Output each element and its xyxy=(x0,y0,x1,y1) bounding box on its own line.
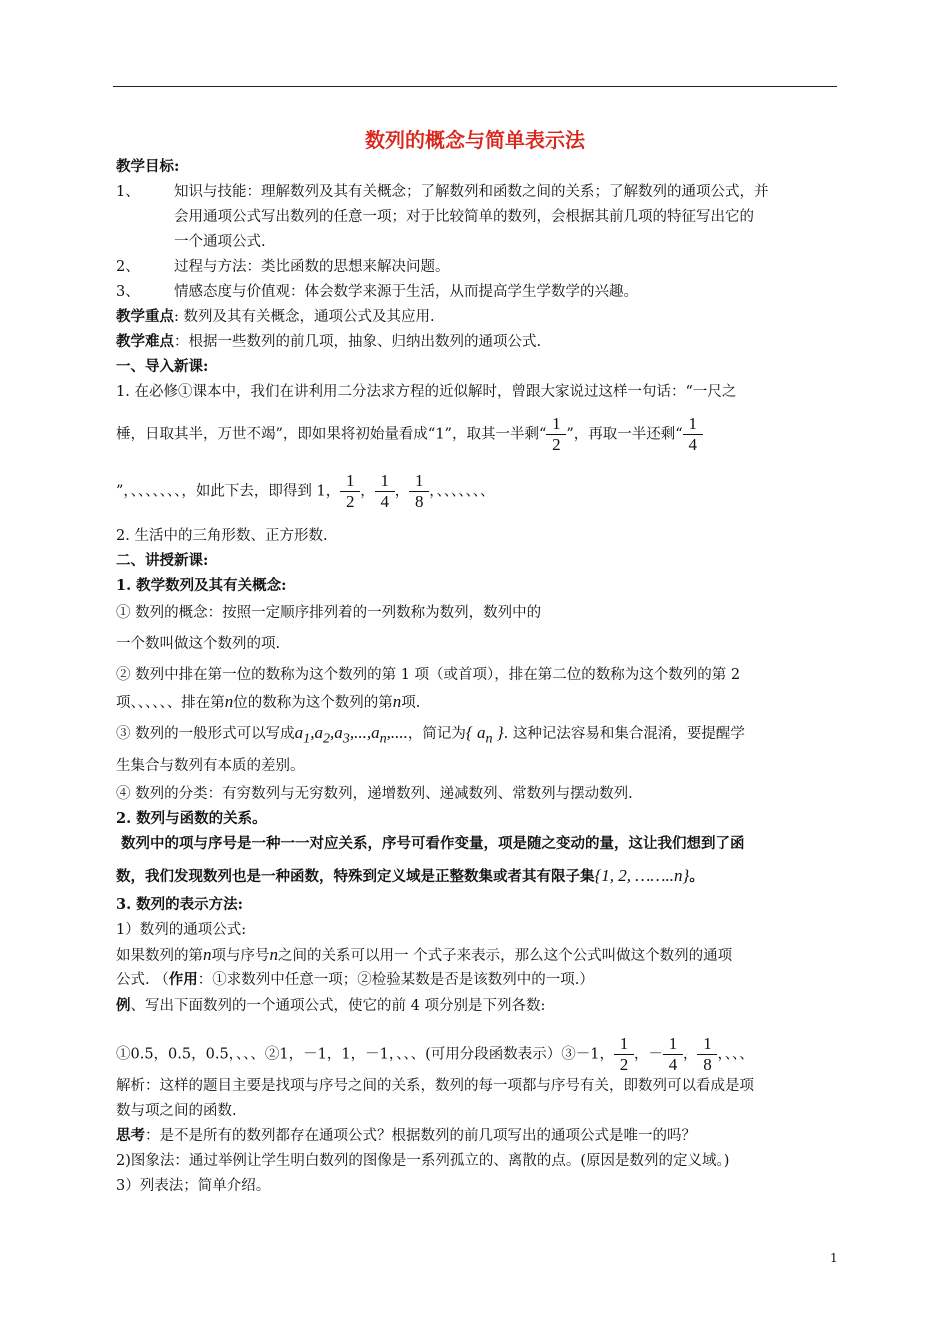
solution-line-1: 解析：这样的题目主要是找项与序号之间的关系，数列的每一项都与序号有关，即数列可以看成是项 xyxy=(116,1078,754,1094)
goal-num-3: 3、 xyxy=(116,284,140,300)
difficult-points xyxy=(116,332,541,352)
concept-3-text-3: . 这种记法容易和集合混淆，要提醒学 xyxy=(503,726,745,742)
think-text: ：是不是所有的数列都存在通项公式？根据数列的前几项写出的通项公式是唯一的吗？ xyxy=(145,1128,696,1144)
concept-4: ④ 数列的分类：有穷数列与无穷数列，递增数列、递减数列、常数列与摆动数列. xyxy=(116,786,633,802)
intro-1-line-2 xyxy=(116,414,703,455)
method-1-role-label: 作用 xyxy=(168,971,198,988)
concept-3-text-2: ，简记为 xyxy=(407,726,466,742)
goals-heading: 教学目标: xyxy=(116,158,180,175)
fraction-eighth: $\frac{1}{8}$ xyxy=(411,471,427,512)
section-2-heading: 二、讲授新课: xyxy=(116,552,209,569)
goal-1-line-1: 知识与技能：理解数列及其有关概念；了解数列和函数之间的关系；了解数列的通项公式，并 xyxy=(174,184,769,200)
goal-num-1: 1、 xyxy=(116,184,140,200)
subsection-2-heading: 2. 数列与函数的关系。 xyxy=(116,810,267,827)
fraction-half: $\frac{1}{2}$ xyxy=(548,414,564,455)
method-1-line-1 xyxy=(116,945,732,966)
page-title: 数列的概念与简单表示法 xyxy=(365,128,585,152)
intro-1-text-b: 棰，日取其半，万世不竭”，即如果将初始量看成“1”，取其一半剩“ xyxy=(116,426,547,443)
fraction-ex-eighth: $\frac{1}{8}$ xyxy=(699,1034,715,1075)
var-n-1: n xyxy=(224,692,234,711)
goal-num-2: 2、 xyxy=(116,259,140,275)
relation-text: 数，我们发现数列也是一种函数，特殊到定义域是正整数集或者其有限子集 xyxy=(116,868,595,885)
diff-label: 教学难点 xyxy=(116,333,174,350)
method-1-text-4: 公式. （ xyxy=(116,972,169,988)
fraction-ex-half: $\frac{1}{2}$ xyxy=(616,1034,632,1075)
sequence-notation: { $a_n$ } xyxy=(465,723,504,747)
relation-line-1: 数列中的项与序号是一种一一对应关系，序号可看作变量，项是随之变动的量，这让我们想到了函 xyxy=(121,835,745,852)
key-label: 教学重点 xyxy=(116,308,174,325)
fraction-quarter: $\frac{1}{4}$ xyxy=(685,414,701,455)
concept-1-line-2: 一个数叫做这个数列的项. xyxy=(116,636,281,652)
intro-1-line-1: 1. 在必修①课本中，我们在讲利用二分法求方程的近似解时，曾跟大家说过这样一句话：“一尺之 xyxy=(116,384,737,400)
method-1-text-2: 项与序号 xyxy=(211,948,270,964)
intro-1-text-c: ”，再取一半还剩“ xyxy=(566,426,683,443)
sequence-general-form: $a_1,a_2,a_3,...,a_n$,.... xyxy=(294,723,408,747)
intro-2: 2. 生活中的三角形数、正方形数. xyxy=(116,528,328,544)
subsection-1-heading: 1. 教学数列及其有关概念: xyxy=(116,577,287,594)
fraction-quarter-2: $\frac{1}{4}$ xyxy=(377,471,393,512)
var-n-3: n xyxy=(203,945,212,964)
fraction-half-2: $\frac{1}{2}$ xyxy=(342,471,358,512)
header-rule xyxy=(113,86,837,87)
key-points xyxy=(116,307,435,327)
var-n-2: n xyxy=(392,692,402,711)
section-1-heading: 一、导入新课: xyxy=(116,358,209,375)
relation-line-2 xyxy=(116,866,704,887)
method-1-text-3: 之间的关系可以用一 个式子来表示，那么这个公式叫做这个数列的通项 xyxy=(278,948,733,964)
concept-3-line-2: 生集合与数列有本质的差别。 xyxy=(116,758,305,774)
intro-1-line-3: ”，、、、、、、、，如此下去，即得到 1， $\frac{1}{2}$ ， $\frac{1}{4}$ ， $\frac{1}{8}$ ，、、、、、、、 xyxy=(116,471,495,511)
example-label: 例 xyxy=(116,997,131,1014)
solution-line-2: 数与项之间的函数. xyxy=(116,1103,237,1119)
intro-1-text-e: 、、、、、、、 xyxy=(436,483,495,500)
example-end: ，、、、 xyxy=(717,1046,754,1063)
concept-3-text-1: ③ 数列的一般形式可以写成 xyxy=(116,726,295,742)
example-text: 、写出下面数列的一个通项公式，使它的前 4 项分别是下列各数: xyxy=(130,998,546,1014)
method-1-line-2 xyxy=(116,970,594,990)
example-line: ①0.5，0.5，0.5，、、、②1，－1，1，－1，、、、(可用分段函数表示）③－1， $\frac{1}{2}$ ，－ $\frac{1}{4}$ ， $\frac{1}{8}$ ，、、、 xyxy=(116,1034,754,1074)
think-label: 思考 xyxy=(116,1127,145,1144)
finite-subset: {1, 2, ……..n} xyxy=(594,866,690,885)
goal-2-line-1: 过程与方法：类比函数的思想来解决问题。 xyxy=(174,259,450,275)
concept-3-line-1 xyxy=(116,723,745,748)
concept-1-line-1: ① 数列的概念：按照一定顺序排列着的一列数称为数列，数列中的 xyxy=(116,605,542,621)
goal-1-line-2: 会用通项公式写出数列的任意一项；对于比较简单的数列，会根据其前几项的特征写出它的 xyxy=(174,209,754,225)
intro-1-text-d: ”，、、、、、、、，如此下去，即得到 1， xyxy=(116,483,341,500)
goal-1-line-3: 一个通项公式. xyxy=(174,234,266,250)
method-1-heading: 1）数列的通项公式: xyxy=(116,922,247,938)
method-3: 3）列表法；简单介绍。 xyxy=(116,1178,271,1194)
example-heading xyxy=(116,996,545,1016)
var-n-4: n xyxy=(269,945,278,964)
diff-text: ：根据一些数列的前几项，抽象、归纳出数列的通项公式. xyxy=(174,334,542,350)
think-line xyxy=(116,1126,696,1146)
concept-2-line-1: ② 数列中排在第一位的数称为这个数列的第 1 项（或首项），排在第二位的数称为这个数列的第 2 xyxy=(116,667,741,683)
goal-3-line-1: 情感态度与价值观：体会数学来源于生活，从而提高学生学数学的兴趣。 xyxy=(174,284,638,300)
concept-2-text-3: 项. xyxy=(401,695,421,711)
concept-2-line-2 xyxy=(116,692,420,713)
method-2: 2)图象法：通过举例让学生明白数列的图像是一系列孤立的、离散的点。(原因是数列的定义域。) xyxy=(116,1153,730,1169)
key-text: : 数列及其有关概念，通项公式及其应用. xyxy=(174,309,435,325)
concept-2-text-1: 项、、、、、、排在第 xyxy=(116,695,225,711)
method-1-text-5: ：①求数列中任意一项；②检验某数是否是该数列中的一项.） xyxy=(197,972,594,988)
subsection-3-heading: 3. 数列的表示方法: xyxy=(116,896,244,913)
page-number: 1 xyxy=(830,1251,838,1265)
method-1-text-1: 如果数列的第 xyxy=(116,948,203,964)
fraction-ex-quarter: $\frac{1}{4}$ xyxy=(665,1034,681,1075)
relation-end: 。 xyxy=(689,868,704,885)
concept-2-text-2: 位的数称为这个数列的第 xyxy=(233,695,393,711)
example-sequences: ①0.5，0.5，0.5，、、、②1，－1，1，－1，、、、(可用分段函数表示）③－1， xyxy=(116,1046,614,1063)
